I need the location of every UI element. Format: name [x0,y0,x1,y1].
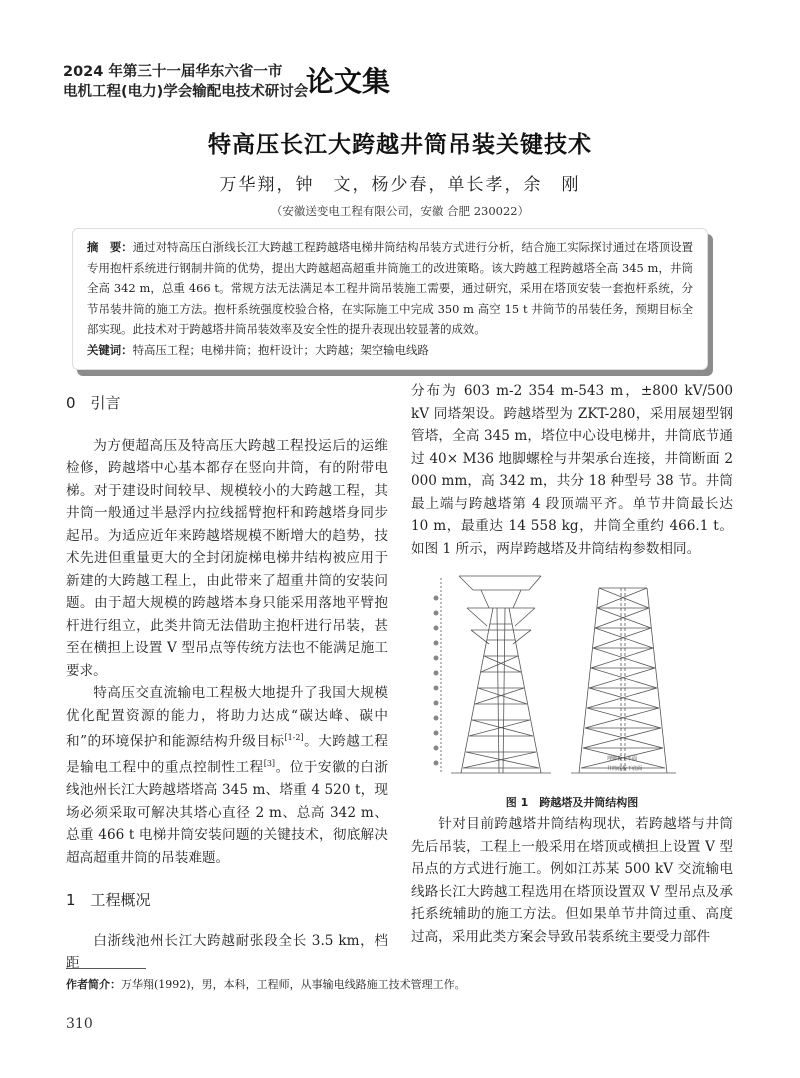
figure-caption: 图 1 跨越塔及井筒结构图 [505,796,639,809]
collection-label: 论文集 [306,65,391,98]
overview-paragraph-1-cont: 分布为 603 m-2 354 m-543 m，±800 kV/500 kV 同塔架设。跨越塔型为 ZKT-280，采用展翅型钢管塔，全高 345 m，塔位中心设电梯井，井筒底节通过 40× M36 地脚螺栓与井架承台连接，井筒断面 2 000 mm，高 342 m，共分 18 种型号 38 节。井筒最上端与跨越塔第 4 段顶端平齐。单节井筒最长达 10 m，最重达 14 558 kg，井筒全重约 466.1 t。如图 1 所示，两岸跨越塔及井筒结构参数相同。 [411,383,733,557]
left-column [66,392,388,975]
section-heading-overview: 1 工程概况 [66,891,151,910]
overview-paragraph-1: 白浙线池州长江大跨越耐张段全长 3.5 km，档距 [66,932,388,972]
conference-name [63,62,308,102]
citation-3[interactable]: [3] [263,759,276,769]
affiliation: （安徽送变电工程有限公司，安徽 合肥 230022） [270,204,530,218]
intro-text-b: 。大跨越工程是输电工程中的重点控制性工程 [66,733,389,776]
overview-paragraph-2: 针对目前跨越塔井筒结构现状，若跨越塔与井筒先后吊装，工程上一般采用在塔顶或横担上设置 V 型吊点的方式进行施工。例如江苏某 500 kV 交流输电线路长江大跨越工程选用在塔顶设置双 V 型吊点及承托系统辅助的施工方法。但如果单节井筒过重、高度过高，采用此类方案会导致吊装系统主要受力部件 [411,816,733,945]
section-heading-intro: 0 引言 [66,394,121,412]
conference-line-1: 2024 年第三十一届华东六省一市 [63,64,283,80]
fig-label-plate-top: 埋脚板上平面 [607,756,638,762]
footnote-rule [66,968,146,969]
figure-1 [411,568,733,813]
abstract-text: 通过对特高压白浙线长江大跨越工程跨越塔电梯井筒结构吊装方式进行分析，结合施工实际探讨通过在塔顶设置专用抱杆系统进行钢制井筒的优势，提出大跨越超高超重井筒施工的改进策略。该大跨越工程跨越塔全高 345 m，井筒全高 342 m，总重 466 t。常规方法无法满足本工程井筒吊装施工需要，通过研究，采用在塔顶安装一套抱杆系统，分节吊装井筒的施工方法。抱杆系统强度校验合格，在实际施工中完成 350 m 高空 15 t 井筒节的吊装任务，预期目标全部实现。此技术对于跨越塔井筒吊装效率及安全性的提升表现出较显著的成效。 [87,240,693,336]
author-footnote [66,976,466,992]
paper-title: 特高压长江大跨越井筒吊装关键技术 [208,132,592,158]
right-column [411,380,733,948]
author-list: 万华翔，钟 文，杨少春，单长孝，余 刚 [219,175,581,195]
journal-header [63,62,743,102]
intro-paragraph-2 [66,682,388,869]
abstract-label: 摘 要： [87,240,133,254]
footnote-label: 作者简介： [66,978,121,991]
keywords-label: 关键词： [87,342,133,357]
intro-text-a: 特高压交直流输电工程极大地提升了我国大规模优化配置资源的能力，将助力达成“碳达峰、碳中和”的环境保护和能源结构升级目标 [66,685,388,750]
intro-paragraph-1: 为方便超高压及特高压大跨越工程投运后的运维检修，跨越塔中心基本都存在竖向井筒，有的附带电梯。对于建设时间较早、规模较小的大跨越工程，其井筒一般通过半悬浮内拉线摇臂抱杆和跨越塔身同步起吊。为适应近年来跨越塔规模不断增大的趋势，技术先进但重量更大的全封闭旋梯电梯井结构被应用于新建的大跨越工程上，由此带来了超重井筒的安装问题。由于超大规模的跨越塔本身只能采用落地平臂抱杆进行组立，此类井筒无法借助主抱杆进行吊装，甚至在横担上设置 V 型吊点等传统方法也不能满足施工要求。 [66,437,388,679]
keywords [87,340,693,361]
conference-line-2: 电机工程(电力)学会输配电技术研讨会 [63,84,309,100]
abstract [87,237,693,340]
intro-text-c: 。位于安徽的白浙线池州长江大跨越塔塔高 345 m、塔重 4 520 t，现场必须采取可解决其塔心直径 2 m、总高 342 m、总重 466 t 电梯井筒安装问题的关键技术，彻底解决超高超重井筒的吊装难题。 [66,759,389,866]
fig-label-shaft-bottom: 井筒底板下底面 [607,766,643,772]
footnote-text: 万华翔(1992)，男，本科，工程师，从事输电线路施工技术管理工作。 [121,978,466,991]
citation-1-2[interactable]: [1-2] [284,733,304,742]
tower-structure-diagram [411,568,733,786]
page-number: 310 [66,1016,93,1032]
keywords-text: 特高压工程；电梯井筒；抱杆设计；大跨越；架空输电线路 [132,342,429,357]
abstract-box [72,228,708,370]
